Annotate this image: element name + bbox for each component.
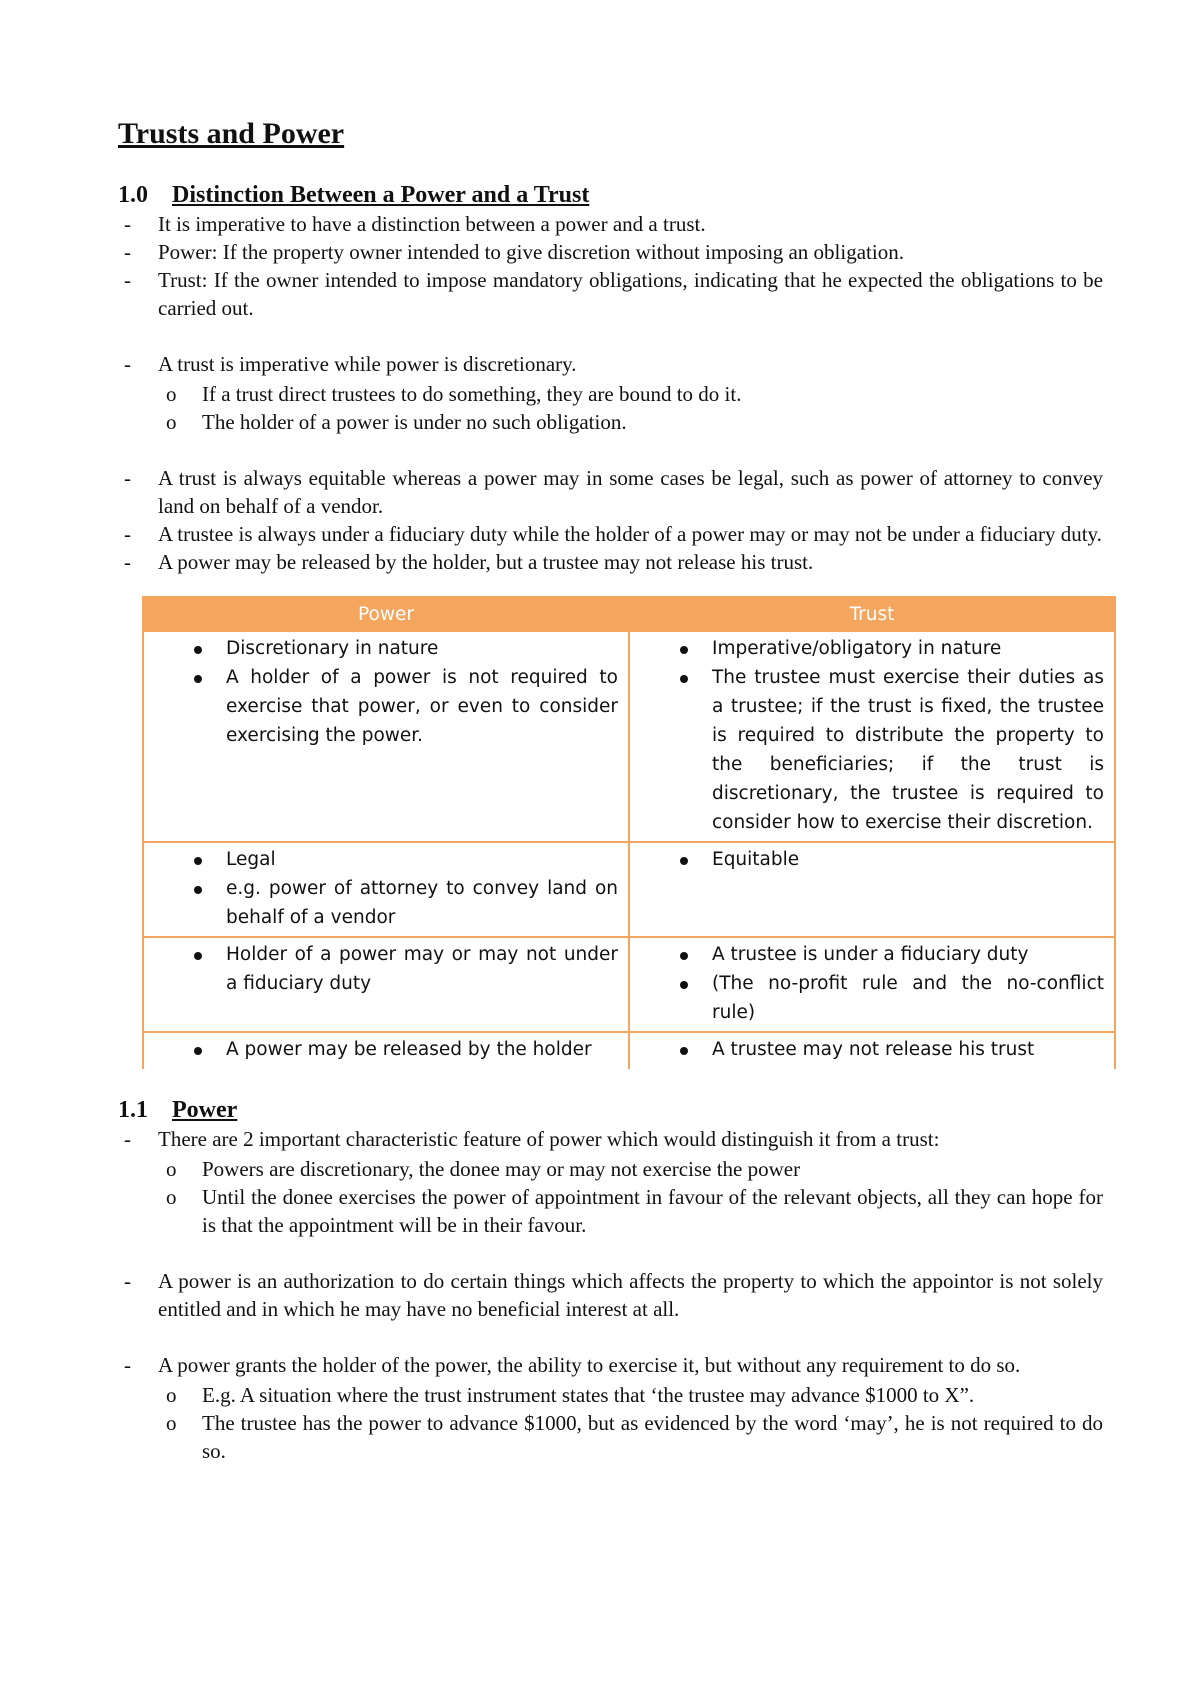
sub-list-item: o If a trust direct trustees to do something, they are bound to do it. [158,380,1103,408]
table-cell-power [143,1032,629,1069]
table-header-row [143,597,1115,631]
table-cell-trust [629,631,1115,842]
cell-list [154,940,618,998]
comparison-table [142,596,1116,1069]
list-item [118,350,1103,436]
cell-list-item: A holder of a power is not required to exercise that power, or even to consider exercising the power. [154,663,618,750]
list-item-text: A power grants the holder of the power, the ability to exercise it, but without any requirement to do so. [158,1353,1021,1377]
section-power-list [118,1125,1103,1465]
cell-list-item: A trustee is under a fiduciary duty [640,940,1104,969]
section-number: 1.1 [118,1097,148,1123]
sub-list-item: o E.g. A situation where the trust instrument states that ‘the trustee may advance $1000 to X”. [158,1381,1103,1409]
list-item: - It is imperative to have a distinction between a power and a trust. [118,210,1103,238]
list-item-text: A trust is imperative while power is discretionary. [158,352,577,376]
table-row [143,631,1115,842]
table-row [143,1032,1115,1069]
section-number: 1.0 [118,182,148,208]
table-cell-trust [629,842,1115,937]
sub-list-item: o Until the donee exercises the power of appointment in favour of the relevant objects, all they can hope for is that the appointment will be in their favour. [158,1183,1103,1239]
list-item: - A power may be released by the holder, but a trustee may not release his trust. [118,548,1103,576]
section-title: Distinction Between a Power and a Trust [172,182,590,208]
table-cell-trust [629,937,1115,1032]
cell-list-item: Equitable [640,845,1104,874]
document-page [118,100,1103,1465]
list-item: - A trustee is always under a fiduciary duty while the holder of a power may or may not be under a fiduciary duty. [118,520,1103,548]
cell-list [640,634,1104,837]
cell-list [154,845,618,932]
sub-list-item: o The trustee has the power to advance $1000, but as evidenced by the word ‘may’, he is not required to do so. [158,1409,1103,1465]
column-header-trust: Trust [629,597,1115,631]
cell-list-item: A power may be released by the holder [154,1035,618,1064]
cell-list-item: Legal [154,845,618,874]
table-row [143,937,1115,1032]
table-cell-power [143,937,629,1032]
sub-list-item: o Powers are discretionary, the donee may or may not exercise the power [158,1155,1103,1183]
cell-list [640,1035,1104,1064]
list-item [118,1351,1103,1465]
cell-list-item: e.g. power of attorney to convey land on behalf of a vendor [154,874,618,932]
table-cell-power [143,631,629,842]
section-title: Power [172,1097,238,1123]
list-item [118,1125,1103,1239]
cell-list-item: Discretionary in nature [154,634,618,663]
list-item: - A power is an authorization to do certain things which affects the property to which the appointor is not solely entitled and in which he may have no beneficial interest at all. [118,1267,1103,1323]
list-item-text: There are 2 important characteristic feature of power which would distinguish it from a trust: [158,1127,940,1151]
cell-list-item: The trustee must exercise their duties as a trustee; if the trust is fixed, the trustee is required to distribute the property to the beneficiaries; if the trust is discretionary, the trustee is required to consider how to exercise their discretion. [640,663,1104,837]
table-cell-trust [629,1032,1115,1069]
cell-list-item: Imperative/obligatory in nature [640,634,1104,663]
column-header-power: Power [143,597,629,631]
cell-list [640,940,1104,1027]
cell-list [640,845,1104,874]
cell-list-item: (The no-profit rule and the no-conflict rule) [640,969,1104,1027]
list-item: - Power: If the property owner intended to give discretion without imposing an obligation. [118,238,1103,266]
cell-list-item: A trustee may not release his trust [640,1035,1104,1064]
section-heading-power [118,1095,1103,1125]
list-item: - A trust is always equitable whereas a power may in some cases be legal, such as power of attorney to convey land on behalf of a vendor. [118,464,1103,520]
cell-list-item: Holder of a power may or may not under a fiduciary duty [154,940,618,998]
sub-list [158,380,1103,436]
list-item: - Trust: If the owner intended to impose mandatory obligations, indicating that he expected the obligations to be carried out. [118,266,1103,322]
table-row [143,842,1115,937]
cell-list [154,1035,618,1064]
table-cell-power [143,842,629,937]
sub-list-item: o The holder of a power is under no such obligation. [158,408,1103,436]
cell-list [154,634,618,750]
section-distinction-list [118,210,1103,576]
page-title: Trusts and Power [118,117,345,150]
sub-list [158,1155,1103,1239]
sub-list [158,1381,1103,1465]
section-heading-distinction [118,180,1103,210]
